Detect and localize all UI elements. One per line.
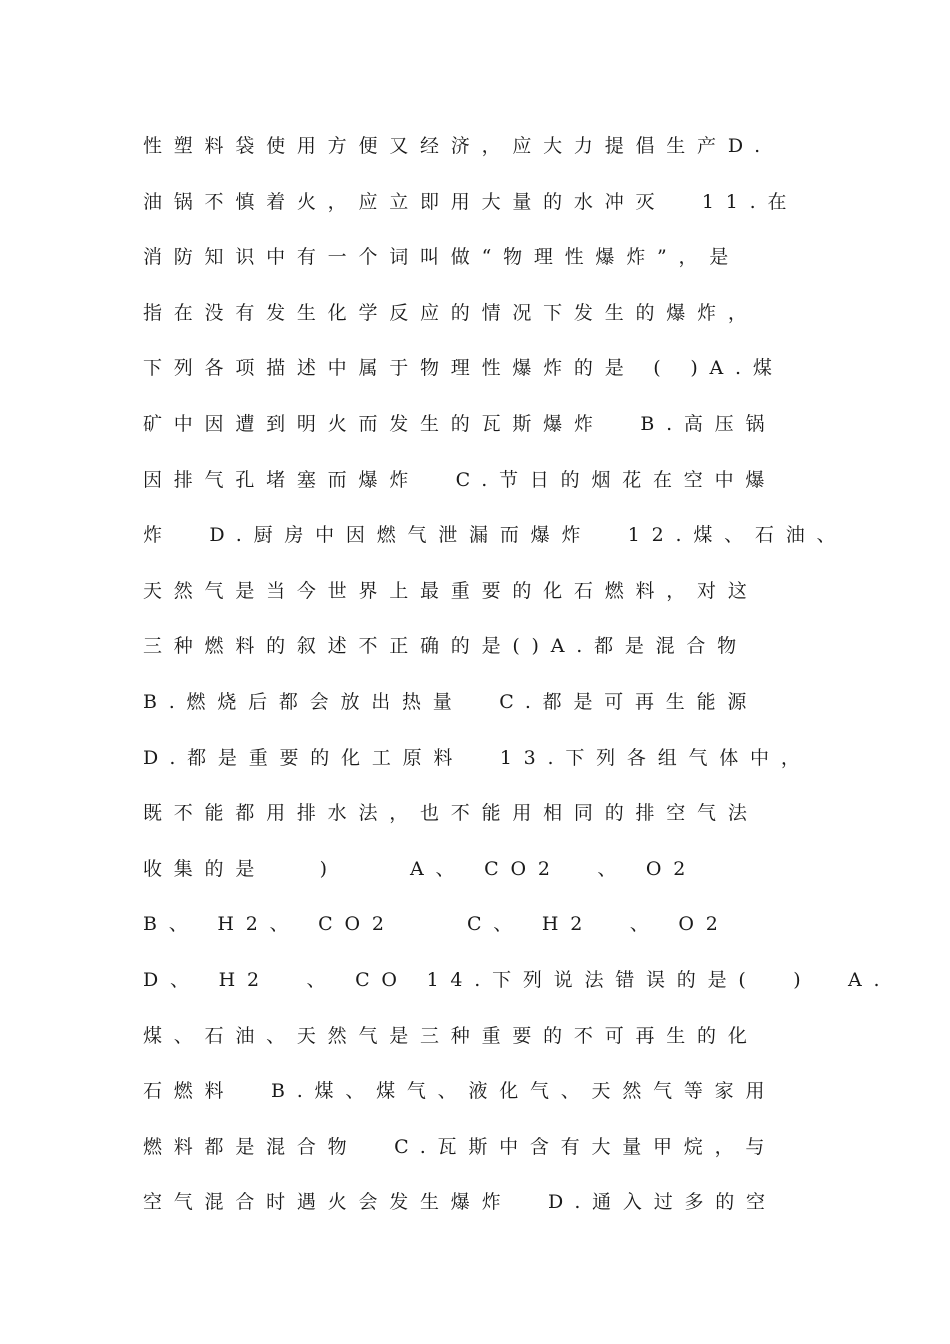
text-line: D.都是重要的化工原料 13.下列各组气体中， [143, 746, 812, 769]
text-line: 石燃料 B.煤、煤气、液化气、天然气等家用 [143, 1080, 777, 1103]
text-line: 消防知识中有一个词叫做“物理性爆炸”，是 [143, 246, 741, 269]
text-line: B.燃烧后都会放出热量 C.都是可再生能源 [143, 690, 759, 713]
text-line: 性塑料袋使用方便又经济，应大力提倡生产D. [143, 135, 772, 157]
text-line: 下列各项描述中属于物理性爆炸的是 ( )A.煤 [143, 357, 784, 380]
text-line: 油锅不慎着火，应立即用大量的水冲灭 11.在 [143, 190, 799, 213]
text-line: 燃料都是混合物 C.瓦斯中含有大量甲烷，与 [143, 1135, 777, 1158]
text-line: 因排气孔堵塞而爆炸 C.节日的烟花在空中爆 [143, 468, 777, 491]
text-line: 既不能都用排水法，也不能用相同的排空气法 [143, 802, 759, 825]
text-line: 煤、石油、天然气是三种重要的不可再生的化 [143, 1024, 759, 1047]
document-body [143, 126, 892, 1238]
text-line: 矿中因遭到明火而发生的瓦斯爆炸 B.高压锅 [143, 412, 777, 435]
text-line: 收集的是 ) A、 CO2 、 O2 [143, 857, 698, 880]
text-line: B、 H2、 CO2 C、 H2 、 O2 [143, 913, 730, 936]
text-line: 炸 D.厨房中因燃气泄漏而爆炸 12.煤、石油、 [143, 524, 848, 547]
text-line: 天然气是当今世界上最重要的化石燃料，对这 [143, 579, 759, 602]
text-line: 三种燃料的叙述不正确的是()A.都是混合物 [143, 635, 748, 658]
text-line: 空气混合时遇火会发生爆炸 D.通入过多的空 [143, 1191, 777, 1214]
text-line: 指在没有发生化学反应的情况下发生的爆炸， [143, 301, 759, 324]
text-line: D、 H2 、 CO 14.下列说法错误的是( ) A. [143, 968, 892, 991]
